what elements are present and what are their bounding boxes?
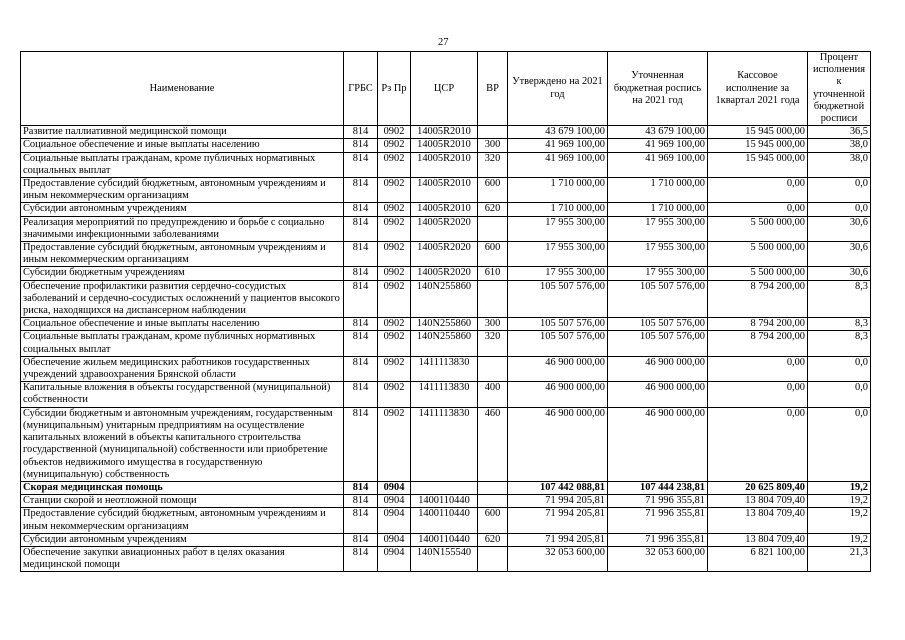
cell-name: Капитальные вложения в объекты государственной (муниципальной) собственности xyxy=(21,382,344,407)
table-row xyxy=(21,178,871,203)
cell-grbs: 814 xyxy=(344,318,378,331)
cell-grbs: 814 xyxy=(344,495,378,508)
cell-approved: 41 969 100,00 xyxy=(508,139,608,152)
table-body xyxy=(21,126,871,572)
table-row xyxy=(21,139,871,152)
cell-approved: 71 994 205,81 xyxy=(508,508,608,533)
cell-grbs: 814 xyxy=(344,533,378,546)
header-refined: Уточненная бюджетная роспись на 2021 год xyxy=(608,52,708,126)
table-row xyxy=(21,126,871,139)
cell-rzpr: 0904 xyxy=(378,495,411,508)
cell-rzpr: 0902 xyxy=(378,356,411,381)
cell-percent: 8,3 xyxy=(808,280,871,318)
header-name: Наименование xyxy=(21,52,344,126)
cell-vr: 460 xyxy=(478,407,508,481)
cell-csr: 14005R2010 xyxy=(411,178,478,203)
table-header xyxy=(21,52,871,126)
table-row xyxy=(21,331,871,356)
cell-approved: 1 710 000,00 xyxy=(508,203,608,216)
cell-percent: 19,2 xyxy=(808,481,871,494)
cell-name: Субсидии бюджетным и автономным учреждениям, государственным (муниципальным) унитарным предприятиям на осуществление капитальных вложений в объекты капитального строительства государственной (муниципальной) собственности или приобретение объектов недвижимого имущества в государственную (муниципальную) собственность xyxy=(21,407,344,481)
cell-csr: 1400110440 xyxy=(411,533,478,546)
cell-name: Субсидии автономным учреждениям xyxy=(21,533,344,546)
cell-refined: 1 710 000,00 xyxy=(608,203,708,216)
cell-percent: 0,0 xyxy=(808,407,871,481)
cell-name: Развитие паллиативной медицинской помощи xyxy=(21,126,344,139)
cell-cash: 15 945 000,00 xyxy=(708,126,808,139)
cell-refined: 46 900 000,00 xyxy=(608,407,708,481)
cell-refined: 43 679 100,00 xyxy=(608,126,708,139)
cell-percent: 38,0 xyxy=(808,152,871,177)
cell-rzpr: 0902 xyxy=(378,139,411,152)
cell-percent: 0,0 xyxy=(808,203,871,216)
cell-csr: 14005R2020 xyxy=(411,267,478,280)
cell-name: Обеспечение профилактики развития сердечно-сосудистых заболеваний и сердечно-сосудистых осложнений у пациентов высокого риска, находящихся на диспансерном наблюдении xyxy=(21,280,344,318)
cell-name: Субсидии бюджетным учреждениям xyxy=(21,267,344,280)
cell-grbs: 814 xyxy=(344,280,378,318)
cell-refined: 46 900 000,00 xyxy=(608,356,708,381)
cell-rzpr: 0902 xyxy=(378,203,411,216)
cell-name: Скорая медицинская помощь xyxy=(21,481,344,494)
cell-approved: 105 507 576,00 xyxy=(508,318,608,331)
cell-refined: 105 507 576,00 xyxy=(608,331,708,356)
cell-approved: 32 053 600,00 xyxy=(508,546,608,571)
cell-cash: 8 794 200,00 xyxy=(708,280,808,318)
cell-refined: 105 507 576,00 xyxy=(608,280,708,318)
cell-csr: 1400110440 xyxy=(411,495,478,508)
cell-percent: 0,0 xyxy=(808,382,871,407)
cell-cash: 0,00 xyxy=(708,407,808,481)
table-row xyxy=(21,481,871,494)
cell-cash: 6 821 100,00 xyxy=(708,546,808,571)
cell-name: Станции скорой и неотложной помощи xyxy=(21,495,344,508)
cell-refined: 71 996 355,81 xyxy=(608,495,708,508)
cell-approved: 105 507 576,00 xyxy=(508,280,608,318)
table-row xyxy=(21,203,871,216)
cell-vr: 320 xyxy=(478,331,508,356)
page-number: 27 xyxy=(438,37,449,48)
cell-approved: 46 900 000,00 xyxy=(508,356,608,381)
cell-cash: 15 945 000,00 xyxy=(708,152,808,177)
cell-refined: 71 996 355,81 xyxy=(608,508,708,533)
cell-rzpr: 0902 xyxy=(378,267,411,280)
cell-csr: 14005R2020 xyxy=(411,242,478,267)
cell-name: Социальные выплаты гражданам, кроме публичных нормативных социальных выплат xyxy=(21,152,344,177)
cell-vr: 600 xyxy=(478,178,508,203)
cell-refined: 41 969 100,00 xyxy=(608,152,708,177)
cell-percent: 36,5 xyxy=(808,126,871,139)
cell-cash: 13 804 709,40 xyxy=(708,495,808,508)
cell-approved: 17 955 300,00 xyxy=(508,267,608,280)
cell-name: Обеспечение закупки авиационных работ в целях оказания медицинской помощи xyxy=(21,546,344,571)
cell-cash: 0,00 xyxy=(708,203,808,216)
cell-csr: 1411113830 xyxy=(411,356,478,381)
cell-csr: 14005R2010 xyxy=(411,126,478,139)
cell-grbs: 814 xyxy=(344,508,378,533)
cell-approved: 43 679 100,00 xyxy=(508,126,608,139)
cell-grbs: 814 xyxy=(344,407,378,481)
cell-cash: 5 500 000,00 xyxy=(708,267,808,280)
cell-cash: 0,00 xyxy=(708,382,808,407)
cell-rzpr: 0904 xyxy=(378,508,411,533)
header-vr: ВР xyxy=(478,52,508,126)
cell-approved: 1 710 000,00 xyxy=(508,178,608,203)
cell-csr: 140N255860 xyxy=(411,331,478,356)
cell-vr: 610 xyxy=(478,267,508,280)
cell-grbs: 814 xyxy=(344,203,378,216)
cell-grbs: 814 xyxy=(344,126,378,139)
cell-vr: 600 xyxy=(478,242,508,267)
cell-refined: 107 444 238,81 xyxy=(608,481,708,494)
cell-percent: 0,0 xyxy=(808,178,871,203)
table-row xyxy=(21,356,871,381)
cell-rzpr: 0902 xyxy=(378,280,411,318)
cell-grbs: 814 xyxy=(344,242,378,267)
cell-percent: 0,0 xyxy=(808,356,871,381)
table-row xyxy=(21,152,871,177)
cell-refined: 17 955 300,00 xyxy=(608,242,708,267)
cell-vr xyxy=(478,356,508,381)
cell-percent: 21,3 xyxy=(808,546,871,571)
cell-vr xyxy=(478,481,508,494)
cell-vr: 320 xyxy=(478,152,508,177)
cell-approved: 107 442 088,81 xyxy=(508,481,608,494)
table-row xyxy=(21,495,871,508)
cell-percent: 30,6 xyxy=(808,242,871,267)
cell-percent: 19,2 xyxy=(808,508,871,533)
cell-name: Социальные выплаты гражданам, кроме публичных нормативных социальных выплат xyxy=(21,331,344,356)
cell-grbs: 814 xyxy=(344,267,378,280)
cell-percent: 8,3 xyxy=(808,318,871,331)
cell-rzpr: 0904 xyxy=(378,546,411,571)
cell-grbs: 814 xyxy=(344,216,378,241)
cell-refined: 32 053 600,00 xyxy=(608,546,708,571)
cell-vr xyxy=(478,495,508,508)
cell-vr: 400 xyxy=(478,382,508,407)
cell-cash: 20 625 809,40 xyxy=(708,481,808,494)
cell-name: Предоставление субсидий бюджетным, автономным учреждениям и иным некоммерческим организациям xyxy=(21,178,344,203)
cell-approved: 46 900 000,00 xyxy=(508,382,608,407)
cell-rzpr: 0902 xyxy=(378,126,411,139)
cell-refined: 1 710 000,00 xyxy=(608,178,708,203)
table-row xyxy=(21,546,871,571)
cell-vr: 600 xyxy=(478,508,508,533)
cell-rzpr: 0902 xyxy=(378,178,411,203)
cell-csr: 140N155540 xyxy=(411,546,478,571)
cell-cash: 0,00 xyxy=(708,178,808,203)
cell-name: Предоставление субсидий бюджетным, автономным учреждениям и иным некоммерческим организациям xyxy=(21,508,344,533)
header-csr: ЦСР xyxy=(411,52,478,126)
cell-rzpr: 0902 xyxy=(378,216,411,241)
table-row xyxy=(21,508,871,533)
table-row xyxy=(21,318,871,331)
cell-refined: 71 996 355,81 xyxy=(608,533,708,546)
cell-grbs: 814 xyxy=(344,356,378,381)
table-row xyxy=(21,242,871,267)
cell-name: Предоставление субсидий бюджетным, автономным учреждениям и иным некоммерческим организациям xyxy=(21,242,344,267)
cell-refined: 46 900 000,00 xyxy=(608,382,708,407)
budget-table xyxy=(20,51,871,572)
cell-vr xyxy=(478,546,508,571)
cell-refined: 17 955 300,00 xyxy=(608,216,708,241)
cell-cash: 15 945 000,00 xyxy=(708,139,808,152)
table-row xyxy=(21,267,871,280)
cell-cash: 0,00 xyxy=(708,356,808,381)
cell-csr: 14005R2010 xyxy=(411,203,478,216)
cell-rzpr: 0902 xyxy=(378,382,411,407)
cell-vr xyxy=(478,126,508,139)
cell-cash: 8 794 200,00 xyxy=(708,331,808,356)
cell-vr: 620 xyxy=(478,203,508,216)
cell-approved: 17 955 300,00 xyxy=(508,242,608,267)
cell-rzpr: 0902 xyxy=(378,152,411,177)
cell-csr: 14005R2010 xyxy=(411,139,478,152)
cell-name: Обеспечение жильем медицинских работников государственных учреждений здравоохранения Брянской области xyxy=(21,356,344,381)
header-percent: Процент исполнения к уточненной бюджетной росписи xyxy=(808,52,871,126)
cell-grbs: 814 xyxy=(344,178,378,203)
cell-rzpr: 0902 xyxy=(378,318,411,331)
cell-percent: 19,2 xyxy=(808,495,871,508)
cell-cash: 8 794 200,00 xyxy=(708,318,808,331)
cell-percent: 38,0 xyxy=(808,139,871,152)
cell-rzpr: 0904 xyxy=(378,481,411,494)
header-grbs: ГРБС xyxy=(344,52,378,126)
cell-csr: 14005R2010 xyxy=(411,152,478,177)
header-rzpr: Рз Пр xyxy=(378,52,411,126)
cell-approved: 71 994 205,81 xyxy=(508,533,608,546)
cell-name: Субсидии автономным учреждениям xyxy=(21,203,344,216)
cell-cash: 5 500 000,00 xyxy=(708,242,808,267)
cell-csr: 140N255860 xyxy=(411,280,478,318)
cell-name: Социальное обеспечение и иные выплаты населению xyxy=(21,139,344,152)
cell-csr: 1400110440 xyxy=(411,508,478,533)
cell-csr: 1411113830 xyxy=(411,382,478,407)
cell-rzpr: 0902 xyxy=(378,331,411,356)
cell-rzpr: 0902 xyxy=(378,242,411,267)
table-row xyxy=(21,216,871,241)
cell-approved: 46 900 000,00 xyxy=(508,407,608,481)
cell-csr xyxy=(411,481,478,494)
cell-cash: 13 804 709,40 xyxy=(708,533,808,546)
cell-percent: 30,6 xyxy=(808,216,871,241)
cell-name: Социальное обеспечение и иные выплаты населению xyxy=(21,318,344,331)
cell-vr: 300 xyxy=(478,318,508,331)
header-cash: Кассовое исполнение за 1квартал 2021 года xyxy=(708,52,808,126)
cell-csr: 140N255860 xyxy=(411,318,478,331)
cell-refined: 105 507 576,00 xyxy=(608,318,708,331)
cell-cash: 13 804 709,40 xyxy=(708,508,808,533)
cell-grbs: 814 xyxy=(344,139,378,152)
cell-refined: 41 969 100,00 xyxy=(608,139,708,152)
cell-grbs: 814 xyxy=(344,382,378,407)
cell-approved: 41 969 100,00 xyxy=(508,152,608,177)
cell-vr: 300 xyxy=(478,139,508,152)
table-row xyxy=(21,407,871,481)
table-row xyxy=(21,533,871,546)
cell-percent: 19,2 xyxy=(808,533,871,546)
cell-refined: 17 955 300,00 xyxy=(608,267,708,280)
cell-vr xyxy=(478,280,508,318)
cell-grbs: 814 xyxy=(344,331,378,356)
header-approved: Утверждено на 2021 год xyxy=(508,52,608,126)
cell-name: Реализация мероприятий по предупреждению и борьбе с социально значимыми инфекционными заболеваниями xyxy=(21,216,344,241)
cell-grbs: 814 xyxy=(344,152,378,177)
cell-rzpr: 0902 xyxy=(378,407,411,481)
cell-rzpr: 0904 xyxy=(378,533,411,546)
cell-cash: 5 500 000,00 xyxy=(708,216,808,241)
cell-percent: 8,3 xyxy=(808,331,871,356)
cell-csr: 14005R2020 xyxy=(411,216,478,241)
cell-percent: 30,6 xyxy=(808,267,871,280)
cell-vr xyxy=(478,216,508,241)
cell-approved: 71 994 205,81 xyxy=(508,495,608,508)
cell-approved: 105 507 576,00 xyxy=(508,331,608,356)
cell-grbs: 814 xyxy=(344,546,378,571)
table-row xyxy=(21,280,871,318)
cell-vr: 620 xyxy=(478,533,508,546)
cell-csr: 1411113830 xyxy=(411,407,478,481)
cell-grbs: 814 xyxy=(344,481,378,494)
table-row xyxy=(21,382,871,407)
cell-approved: 17 955 300,00 xyxy=(508,216,608,241)
